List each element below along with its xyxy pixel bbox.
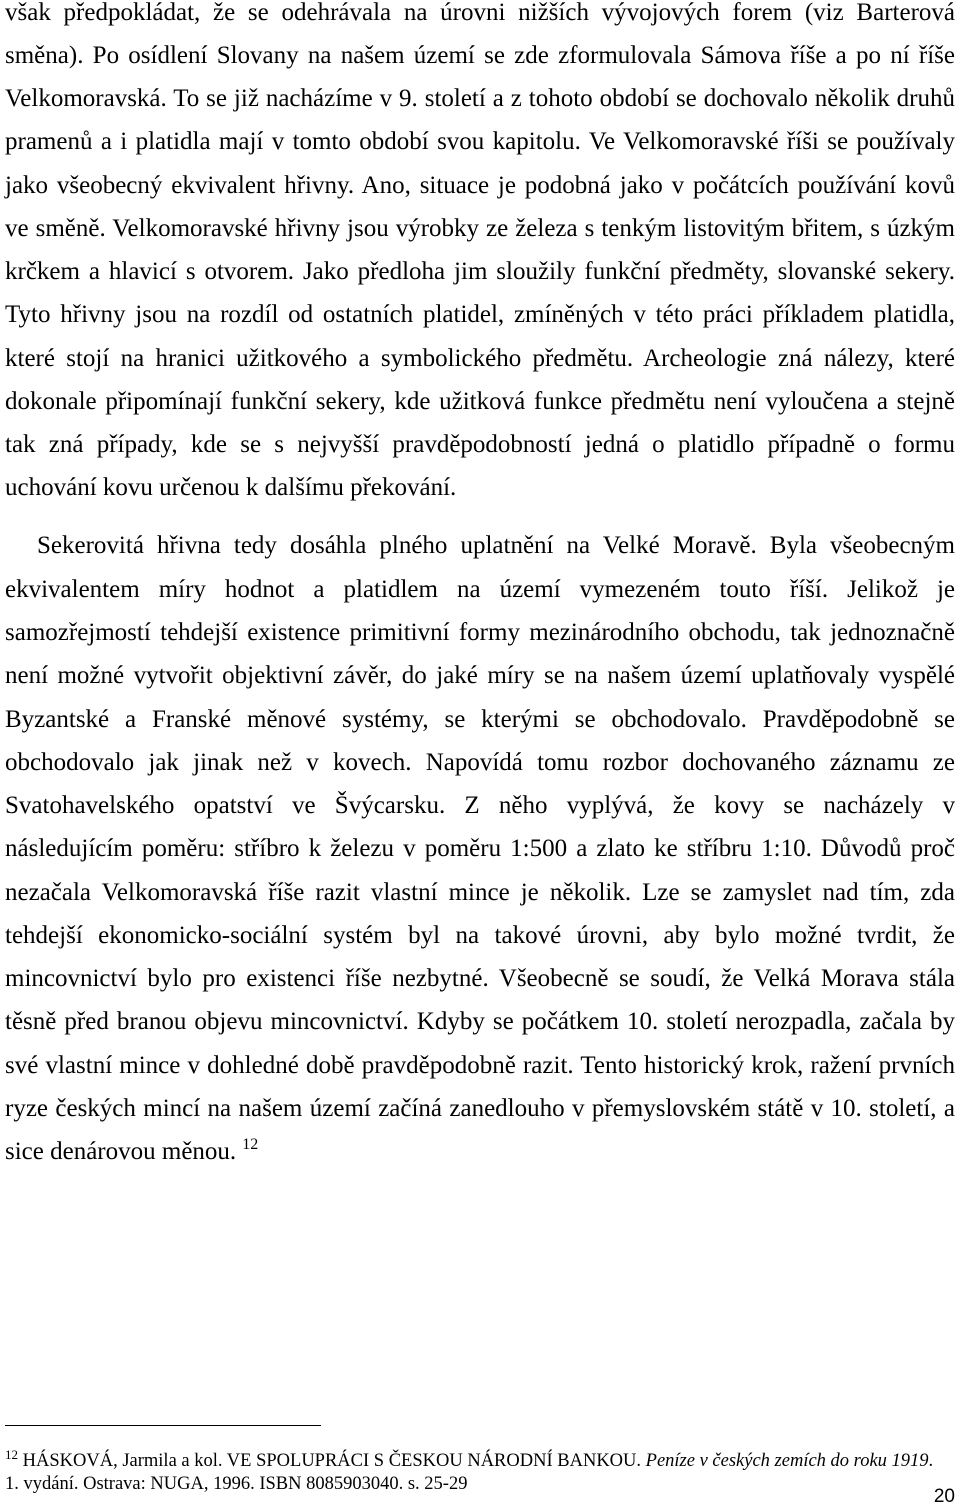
text-line: Byzantské a Franské měnové systémy, se kterými se obchodovalo. Pravděpodobně se <box>5 705 955 733</box>
footnote-mark: 12 <box>5 1447 18 1462</box>
text-line: obchodovalo jak jinak než v kovech. Napovídá tomu rozbor dochovaného záznamu ze <box>5 748 955 776</box>
text-line: své vlastní mince v dohledné době pravděpodobně razit. Tento historický krok, ražení prvních <box>5 1051 955 1079</box>
text-line-content: sice denárovou měnou. <box>5 1138 237 1166</box>
text-line: které stojí na hranici užitkového a symbolického předmětu. Archeologie zná nálezy, které <box>5 344 955 372</box>
text-line: Tyto hřivny jsou na rozdíl od ostatních platidel, zmíněných v této práci příkladem platidla, <box>5 301 955 329</box>
text-line: těsně před branou objevu mincovnictví. Kdyby se počátkem 10. století nerozpadla, začala by <box>5 1008 955 1036</box>
text-line: nezačala Velkomoravská říše razit vlastní mince je několik. Lze se zamyslet nad tím, zda <box>5 878 955 906</box>
text-line: pramenů a i platidla mají v tomto období svou kapitolu. Ve Velkomoravské říši se používaly <box>5 128 955 156</box>
paragraph <box>5 0 955 510</box>
text-line: Velkomoravská. To se již nacházíme v 9. století a z tohoto období se dochovalo několik druhů <box>5 85 955 113</box>
text-line: mincovnictví bylo pro existenci říše nezbytné. Všeobecně se soudí, že Velká Morava stála <box>5 965 955 993</box>
text-line: krčkem a hlavicí s otvorem. Jako předloha jim sloužily funkční předměty, slovanské sekery. <box>5 258 955 286</box>
footnote-citation: HÁSKOVÁ, Jarmila a kol. VE SPOLUPRÁCI S ČESKOU NÁRODNÍ BANKOU. <box>22 1451 642 1471</box>
text-line: ryze českých mincí na našem území začíná zanedlouho v přemyslovském státě v 10. století, a <box>5 1094 955 1122</box>
text-line: však předpokládat, že se odehrávala na úrovni nižších vývojových forem (viz Barterová <box>5 0 955 26</box>
text-line: směna). Po osídlení Slovany na našem území se zde zformulovala Sámova říše a po ní říše <box>5 41 955 69</box>
footnote <box>5 1447 955 1496</box>
footnote-title-end: . <box>928 1451 934 1471</box>
footnote-reference: 12 <box>242 1136 259 1154</box>
footnote-separator <box>5 1425 321 1426</box>
body-text <box>5 0 955 1173</box>
text-line: ekvivalentem míry hodnot a platidlem na území vymezeném touto říší. Jelikož je <box>5 575 955 603</box>
text-line: tak zná případy, kde se s nejvyšší pravděpodobností jedná o platidlo případně o formu <box>5 431 955 459</box>
text-line: ve směně. Velkomoravské hřivny jsou výrobky ze železa s tenkým listovitým břitem, s úzkým <box>5 214 955 242</box>
text-line: Svatohavelského opatství ve Švýcarsku. Z něho vyplývá, že kovy se nacházely v <box>5 792 955 820</box>
text-line: jako všeobecný ekvivalent hřivny. Ano, situace je podobná jako v počátcích používání kovů <box>5 171 955 199</box>
footnote-line <box>5 1447 955 1473</box>
text-line: tehdejší ekonomicko-sociální systém byl na takové úrovni, aby bylo možné tvrdit, že <box>5 921 955 949</box>
footnote-line: 1. vydání. Ostrava: NUGA, 1996. ISBN 8085903040. s. 25-29 <box>5 1474 468 1494</box>
paragraph <box>5 524 955 1173</box>
footnote-title: Peníze v českých zemích do roku 1919 <box>645 1451 929 1471</box>
text-line: Sekerovitá hřivna tedy dosáhla plného uplatnění na Velké Moravě. Byla všeobecným <box>37 532 955 560</box>
text-line: dokonale připomínají funkční sekery, kde užitková funkce předmětu není vyloučena a stejně <box>5 387 955 415</box>
text-line <box>5 1130 955 1173</box>
text-line: samozřejmostí tehdejší existence primitivní formy mezinárodního obchodu, tak jednoznačně <box>5 619 955 647</box>
page-number: 20 <box>933 1486 955 1507</box>
text-line: uchování kovu určenou k dalšímu překování. <box>5 474 457 502</box>
text-line: není možné vytvořit objektivní závěr, do jaké míry se na našem území uplatňovaly vyspělé <box>5 662 955 690</box>
text-line: následujícím poměru: stříbro k železu v poměru 1:500 a zlato ke stříbru 1:10. Důvodů proč <box>5 835 955 863</box>
